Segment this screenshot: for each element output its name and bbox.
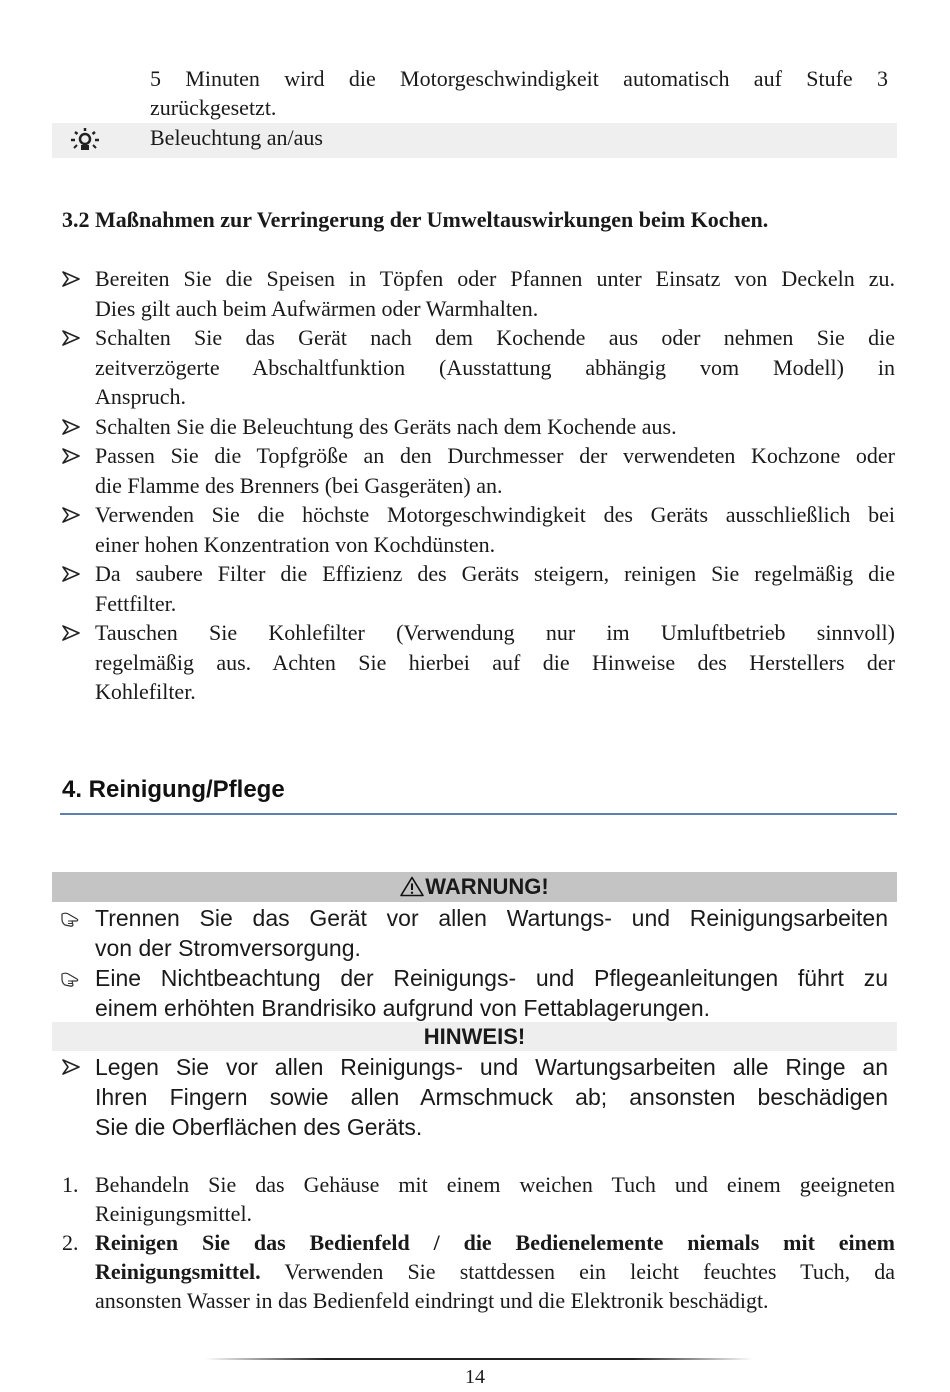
pointing-hand-icon xyxy=(60,910,80,928)
text-line: ansonsten Wasser in das Bedienfeld eindringt und die Elektronik beschädigt. xyxy=(95,1288,769,1313)
text-line: von der Stromversorgung. xyxy=(95,935,361,961)
hint-header: HINWEIS! xyxy=(423,1024,526,1049)
text-line: einem erhöhten Brandrisiko aufgrund von Fettablagerungen. xyxy=(95,995,711,1021)
environment-tips-list xyxy=(62,264,895,707)
text-line: Reinigen Sie das Bedienfeld / die Bedienelemente niemals mit einem xyxy=(95,1230,895,1255)
text-run: Verwenden Sie stattdessen ein leicht feuchtes Tuch, da xyxy=(260,1259,895,1284)
step-number: 1. xyxy=(62,1172,79,1197)
arrow-bullet-icon xyxy=(62,419,80,435)
text-line xyxy=(95,1257,895,1286)
warning-list xyxy=(60,903,888,1023)
list-item xyxy=(62,559,895,618)
light-function-label: Beleuchtung an/aus xyxy=(150,125,323,150)
arrow-bullet-icon xyxy=(62,566,80,582)
text-line: Dies gilt auch beim Aufwärmen oder Warmhalten. xyxy=(95,295,539,321)
warning-item xyxy=(60,903,888,963)
text-line: Sie die Oberflächen des Geräts. xyxy=(95,1114,423,1140)
text-line: zeitverzögerte Abschaltfunktion (Ausstattung abhängig vom Modell) in xyxy=(95,354,895,380)
list-item xyxy=(62,500,895,559)
warning-header xyxy=(52,872,897,902)
continuation-paragraph xyxy=(150,64,888,122)
step-item xyxy=(62,1170,895,1228)
text-line: Trennen Sie das Gerät vor allen Wartungs- und Reinigungsarbeiten xyxy=(95,905,888,931)
text-line: Schalten Sie das Gerät nach dem Kochende aus oder nehmen Sie die xyxy=(95,325,895,350)
text-line: Tauschen Sie Kohlefilter (Verwendung nur im Umluftbetrieb sinnvoll) xyxy=(95,620,895,645)
arrow-bullet-icon xyxy=(62,330,80,346)
text-line: Schalten Sie die Beleuchtung des Geräts nach dem Kochende aus. xyxy=(95,413,677,439)
step-number: 2. xyxy=(62,1230,79,1255)
text-line: Da saubere Filter die Effizienz des Geräts steigern, reinigen Sie regelmäßig die xyxy=(95,561,895,586)
text-line: Anspruch. xyxy=(95,384,187,409)
list-item xyxy=(62,264,895,323)
text-line: Verwenden Sie die höchste Motorgeschwindigkeit des Geräts ausschließlich bei xyxy=(95,502,895,527)
cleaning-steps-list xyxy=(62,1170,895,1315)
text-line: 5 Minuten wird die Motorgeschwindigkeit automatisch auf Stufe 3 xyxy=(150,66,888,91)
text-line: Passen Sie die Topfgröße an den Durchmesser der verwendeten Kochzone oder xyxy=(95,443,895,468)
section-title: 3.2 Maßnahmen zur Verringerung der Umweltauswirkungen beim Kochen. xyxy=(62,207,769,232)
arrow-bullet-icon xyxy=(62,271,80,287)
footer-rule xyxy=(205,1358,753,1360)
arrow-bullet-icon xyxy=(62,448,80,464)
list-item xyxy=(62,441,895,500)
text-line: Ihren Fingern sowie allen Armschmuck ab; ansonsten beschädigen xyxy=(95,1084,888,1110)
list-item xyxy=(62,618,895,707)
text-line: Bereiten Sie die Speisen in Töpfen oder Pfannen unter Einsatz von Deckeln zu. xyxy=(95,266,895,291)
hint-item xyxy=(62,1052,888,1142)
warning-triangle-icon xyxy=(400,876,424,897)
warning-item xyxy=(60,963,888,1023)
text-line: Behandeln Sie das Gehäuse mit einem weichen Tuch und einem geeigneten xyxy=(95,1172,895,1197)
hint-list xyxy=(62,1052,888,1142)
heading-divider xyxy=(60,813,897,815)
section-heading: 4. Reinigung/Pflege xyxy=(62,776,285,803)
warning-title: WARNUNG! xyxy=(425,874,549,899)
text-line: einer hohen Konzentration von Kochdünsten. xyxy=(95,531,496,557)
text-line: Eine Nichtbeachtung der Reinigungs- und Pflegeanleitungen führt zu xyxy=(95,965,888,991)
pointing-hand-icon xyxy=(60,970,80,988)
page-number: 14 xyxy=(465,1366,485,1388)
text-line: regelmäßig aus. Achten Sie hierbei auf die Hinweise des Herstellers der xyxy=(95,649,895,675)
step-item xyxy=(62,1228,895,1315)
text-line: Kohlefilter. xyxy=(95,679,196,704)
text-line: Legen Sie vor allen Reinigungs- und Wartungsarbeiten alle Ringe an xyxy=(95,1054,888,1080)
text-line: Fettfilter. xyxy=(95,590,177,616)
text-line: die Flamme des Brenners (bei Gasgeräten) an. xyxy=(95,472,503,498)
bold-text: Reinigungsmittel. xyxy=(95,1259,261,1284)
arrow-bullet-icon xyxy=(62,1059,80,1075)
list-item xyxy=(62,412,895,442)
arrow-bullet-icon xyxy=(62,507,80,523)
text-line: zurückgesetzt. xyxy=(150,95,277,120)
list-item xyxy=(62,323,895,412)
arrow-bullet-icon xyxy=(62,625,80,641)
text-line: Reinigungsmittel. xyxy=(95,1201,253,1226)
light-bulb-icon xyxy=(68,126,102,156)
